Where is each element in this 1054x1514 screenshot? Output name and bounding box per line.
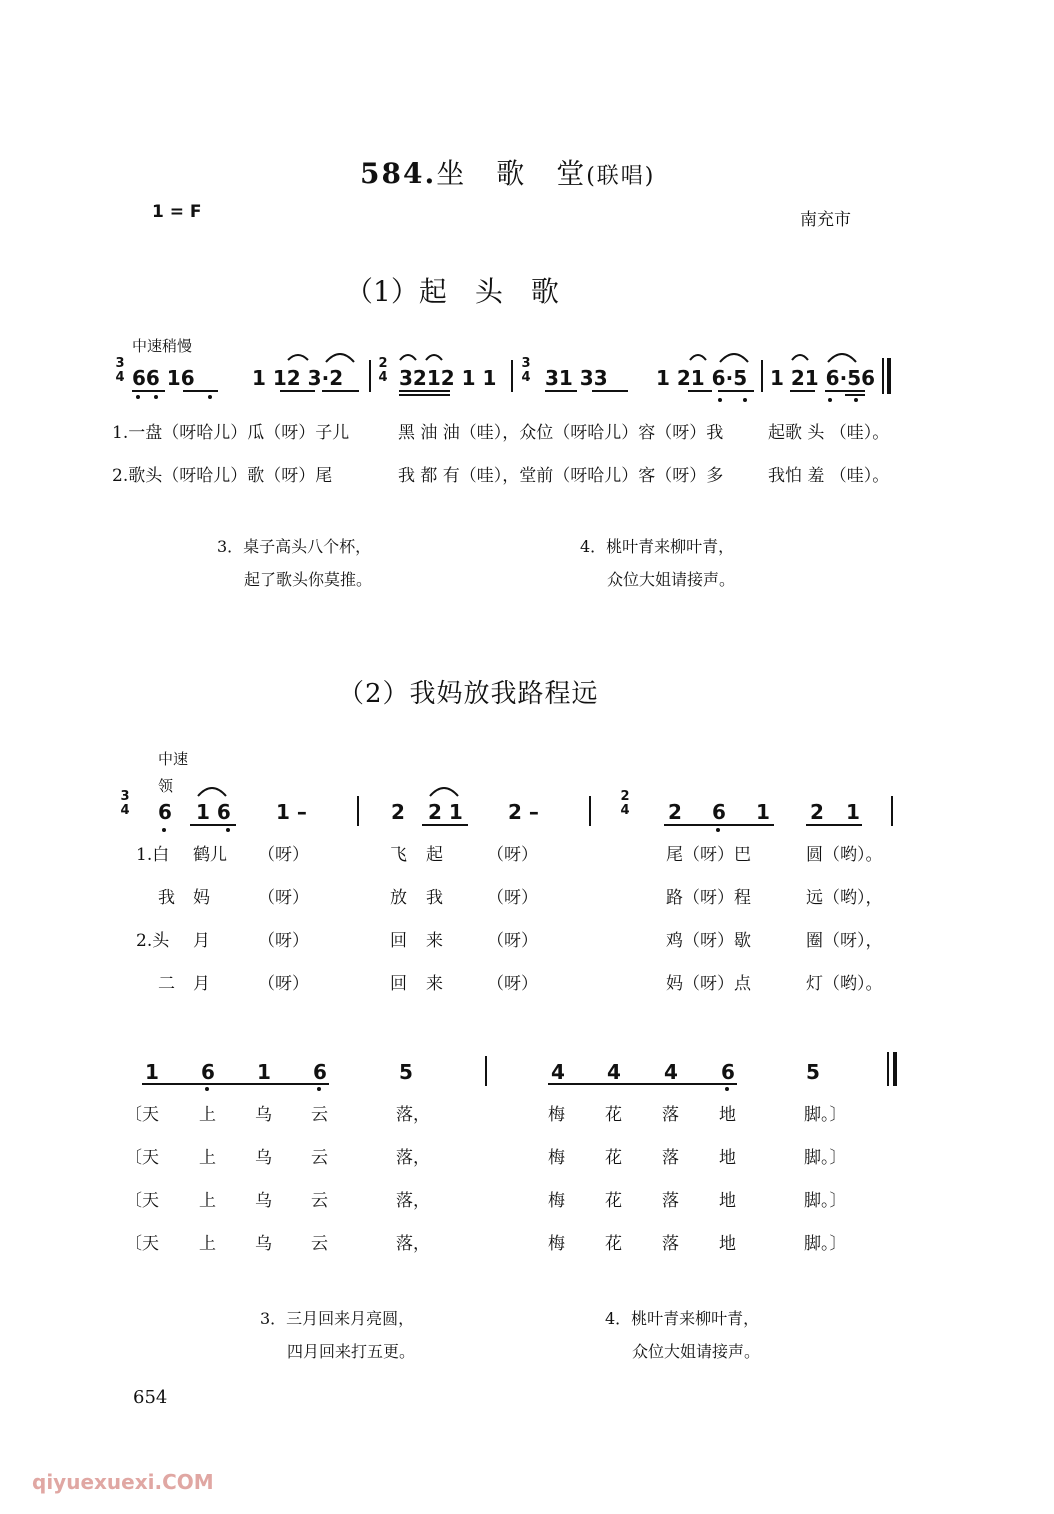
verse-line: 1.一盘（呀哈儿）瓜（呀）子儿 xyxy=(112,423,350,443)
stanza-4: 4．桃叶青来柳叶青， 众位大姐请接声。 xyxy=(580,537,736,589)
stanza-4: 4．桃叶青来柳叶青， 众位大姐请接声。 xyxy=(605,1309,761,1361)
key-signature: 1 = F xyxy=(152,202,202,222)
note: 2 xyxy=(668,800,682,824)
slur xyxy=(430,788,458,796)
slur xyxy=(326,354,354,362)
octave-dot xyxy=(725,1087,729,1091)
note: 2 1 xyxy=(428,800,463,824)
verse-line: 2.歌头（呀哈儿）歌（呀）尾 xyxy=(112,466,333,486)
measure: 1 12 3·2 xyxy=(252,366,344,390)
octave-dot xyxy=(205,1087,209,1091)
origin-place: 南充市 xyxy=(800,210,851,230)
time-signature: 3 4 xyxy=(521,356,531,385)
slur xyxy=(426,355,442,360)
octave-dot xyxy=(828,398,832,402)
verse-line: 我怕 羞 （哇）。 xyxy=(768,466,890,486)
note: 6 xyxy=(158,800,172,824)
stanza-3: 3．桌子高头八个杯， 起了歌头你莫推。 xyxy=(217,537,373,589)
song-note: (联唱) xyxy=(586,164,656,189)
section1-heading: （1）起 头 歌 xyxy=(345,275,559,308)
measure: 1 21 6·5 xyxy=(656,366,748,390)
time-signature: 3 4 xyxy=(120,789,130,818)
verse-line: 起歌 头 （哇）。 xyxy=(768,423,890,443)
note: 6 xyxy=(313,1060,327,1084)
time-signature: 3 4 xyxy=(115,356,125,385)
octave-dot xyxy=(718,398,722,402)
note: 4 xyxy=(551,1060,565,1084)
note: 4 xyxy=(664,1060,678,1084)
section2-tempo: 中速 xyxy=(158,750,189,768)
note: 1 – xyxy=(276,800,307,824)
slur xyxy=(690,355,706,360)
octave-dot xyxy=(854,398,858,402)
note: 6 xyxy=(712,800,726,824)
octave-dot xyxy=(317,1087,321,1091)
measure: 66 16 xyxy=(132,366,195,390)
slur xyxy=(288,355,308,360)
measure: 3212 1 1 xyxy=(399,366,497,390)
slur xyxy=(198,788,226,796)
note: 5 xyxy=(806,1060,820,1084)
note: 4 xyxy=(607,1060,621,1084)
note: 5 xyxy=(399,1060,413,1084)
octave-dot xyxy=(208,395,212,399)
note: 6 xyxy=(721,1060,735,1084)
song-name: 坐 歌 堂 xyxy=(436,157,587,190)
slur xyxy=(792,355,808,360)
note: 1 6 xyxy=(196,800,231,824)
measure: 1 21 6·56 xyxy=(770,366,876,390)
watermark: qiyuexuexi.COM xyxy=(32,1470,214,1494)
time-signature: 2 4 xyxy=(378,356,388,385)
note: 1 xyxy=(257,1060,271,1084)
slur xyxy=(400,355,416,360)
section1-tempo: 中速稍慢 xyxy=(132,337,193,355)
note: 1 xyxy=(846,800,860,824)
octave-dot xyxy=(154,395,158,399)
octave-dot xyxy=(226,828,230,832)
song-number: 584. xyxy=(360,157,437,190)
stanza-3: 3．三月回来月亮圆， 四月回来打五更。 xyxy=(260,1309,416,1361)
note: 2 – xyxy=(508,800,539,824)
verse-line: 我 都 有（哇），堂前（呀哈儿）客（呀）多 xyxy=(398,466,724,486)
octave-dot xyxy=(162,828,166,832)
section2-lead: 领 xyxy=(158,777,174,795)
note: 2 xyxy=(810,800,824,824)
section2-heading: （2）我妈放我路程远 xyxy=(338,679,599,709)
octave-dot xyxy=(743,398,747,402)
octave-dot xyxy=(136,395,140,399)
page-number: 654 xyxy=(133,1387,168,1408)
verse-line: 黑 油 油（哇），众位（呀哈儿）容（呀）我 xyxy=(398,423,724,443)
octave-dot xyxy=(716,828,720,832)
note: 6 xyxy=(201,1060,215,1084)
slur xyxy=(828,354,856,362)
measure: 31 33 xyxy=(545,366,608,390)
slur xyxy=(720,354,748,362)
note: 2 xyxy=(391,800,405,824)
note: 1 xyxy=(145,1060,159,1084)
note: 1 xyxy=(756,800,770,824)
time-signature: 2 4 xyxy=(620,789,630,818)
